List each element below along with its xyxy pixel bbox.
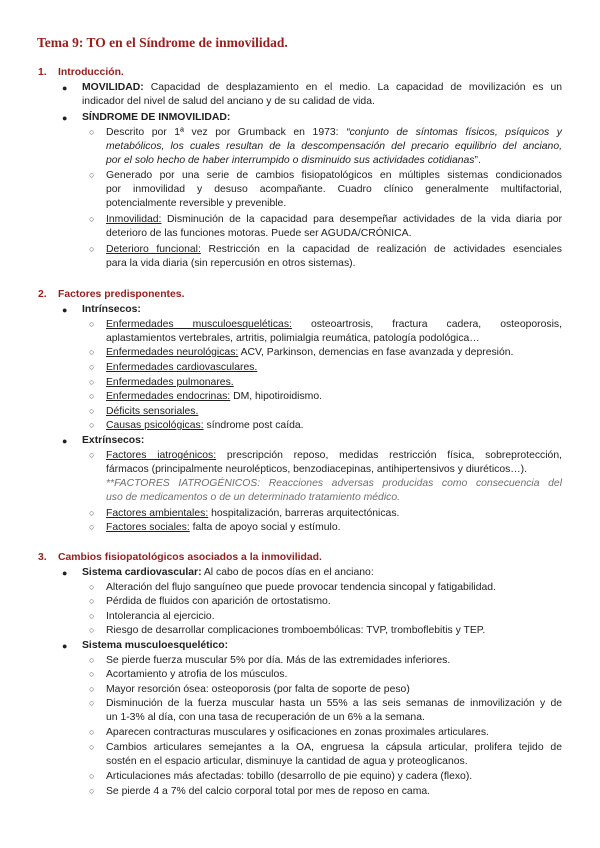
list-item-c2: [89, 595, 562, 609]
list-item-movilidad: [62, 81, 562, 109]
list-item-musculoesqueleticas: [89, 318, 562, 346]
bullet-icon: ●: [62, 568, 68, 578]
iatrogenicos-text-1: prescripción reposo, medidas restricción física, sobreprotección,: [216, 450, 562, 461]
m2-text: Acortamiento y atrofia de los músculos.: [106, 669, 288, 680]
circle-bullet-icon: ○: [89, 244, 95, 254]
bullet-icon: ●: [62, 641, 68, 651]
term-neurologicas: Enfermedades neurológicas:: [106, 347, 239, 358]
m5-text: Aparecen contracturas musculares y osificaciones en zonas proximales articulares.: [106, 727, 489, 738]
grumback-quote-1: “conjunto de síntomas físicos, psíquicos y: [346, 127, 562, 138]
circle-bullet-icon: ○: [89, 684, 95, 694]
sociales-text: falta de apoyo social y estímulo.: [189, 522, 341, 533]
sistema-cardiovascular-text: Al cabo de pocos días en el anciano:: [201, 567, 374, 578]
circle-bullet-icon: ○: [89, 420, 95, 430]
term-extrinsecos: Extrínsecos:: [82, 435, 145, 446]
grumback-end: ”.: [474, 155, 481, 166]
circle-bullet-icon: ○: [89, 406, 95, 416]
iatrogenicos-note-2: uso de medicamentos o de un determinado tratamiento médico.: [106, 492, 400, 503]
list-item-m5: [89, 726, 562, 740]
list-item-grumback: [89, 126, 562, 168]
c1-text: Alteración del flujo sanguíneo que puede provocar tendencia sincopal y fatigabilidad.: [106, 582, 496, 593]
c2-text: Pérdida de fluidos con aparición de ortostatismo.: [106, 596, 331, 607]
generado-text-3: potencialmente reversible y prevenible.: [106, 198, 287, 209]
neurologicas-text: ACV, Parkinson, demencias en fase avanzada y depresión.: [238, 347, 514, 358]
circle-bullet-icon: ○: [89, 347, 95, 357]
grumback-quote-3: por el solo hecho de haber interrumpido o disminuido sus actividades cotidianas: [106, 155, 475, 166]
circle-bullet-icon: ○: [89, 625, 95, 635]
term-musculoesqueleticas: Enfermedades musculoesqueléticas:: [106, 319, 292, 330]
page-title: Tema 9: TO en el Síndrome de inmovilidad.: [37, 35, 288, 50]
term-movilidad: MOVILIDAD:: [82, 82, 144, 93]
circle-bullet-icon: ○: [89, 611, 95, 621]
term-deterioro: Deterioro funcional:: [106, 244, 201, 255]
list-item-m7: [89, 770, 562, 784]
term-sistema-musculoesqueletico: Sistema musculoesquelético:: [82, 640, 229, 651]
deterioro-text-1: Restricción en la capacidad de realización de actividades esenciales: [200, 244, 562, 255]
m8-text: Se pierde 4 a 7% del calcio corporal total por mes de reposo en cama.: [106, 786, 431, 797]
iatrogenicos-note-1: **FACTORES IATROGÉNICOS: Reacciones adversas producidas como consecuencia del: [106, 478, 562, 489]
list-item-psicologicas: [89, 419, 562, 433]
generado-text-1: Generado por una serie de cambios fisiopatológicos en múltiples sistemas condicionados: [106, 170, 562, 181]
bullet-icon: ●: [62, 436, 68, 446]
list-item-m4: [89, 697, 562, 725]
bullet-icon: ●: [62, 305, 68, 315]
term-psicologicas: Causas psicológicas:: [106, 420, 204, 431]
circle-bullet-icon: ○: [89, 522, 95, 532]
inmovilidad-text-2: deterioro de las funciones motoras. Puede ser AGUDA/CRÓNICA.: [106, 228, 412, 239]
section-3-heading: [38, 551, 322, 565]
list-item-intrinsecos: [62, 303, 562, 317]
list-item-c3: [89, 610, 562, 624]
c3-text: Intolerancia al ejercicio.: [106, 611, 215, 622]
circle-bullet-icon: ○: [89, 727, 95, 737]
m4-text-1: Disminución de la fuerza muscular hasta un 55% a las seis semanas de inmovilización y de: [106, 698, 562, 709]
term-endocrinas: Enfermedades endocrinas:: [106, 391, 231, 402]
generado-text-2: por inmovilidad y desuso acompañante. Cuadro clínico generalmente multifactorial,: [106, 184, 562, 195]
list-item-cardiovasculares: [89, 361, 562, 375]
term-inmovilidad: Inmovilidad:: [106, 214, 162, 225]
circle-bullet-icon: ○: [89, 771, 95, 781]
circle-bullet-icon: ○: [89, 450, 95, 460]
bullet-icon: ●: [62, 113, 68, 123]
circle-bullet-icon: ○: [89, 127, 95, 137]
circle-bullet-icon: ○: [89, 391, 95, 401]
section-3-number: 3.: [38, 552, 47, 563]
m6-text-2: sostén en el espacio articular, disminuye la cantidad de agua y proteoglicanos.: [106, 756, 468, 767]
iatrogenicos-text-2: fármacos (principalmente neurolépticos, benzodiacepinas, antihipertensivos y diuréticos…).: [106, 464, 528, 475]
term-iatrogenicos: Factores iatrogénicos:: [106, 450, 217, 461]
term-sindrome: SÍNDROME DE INMOVILIDAD:: [82, 112, 231, 123]
circle-bullet-icon: ○: [89, 698, 95, 708]
c4-text: Riesgo de desarrollar complicaciones tromboembólicas: TVP, tromboflebitis y TEP.: [106, 625, 486, 636]
circle-bullet-icon: ○: [89, 655, 95, 665]
term-pulmonares: Enfermedades pulmonares.: [106, 377, 234, 388]
list-item-sindrome: [62, 111, 562, 125]
section-1-number: 1.: [38, 67, 47, 78]
circle-bullet-icon: ○: [89, 170, 95, 180]
circle-bullet-icon: ○: [89, 669, 95, 679]
list-item-deficits: [89, 405, 562, 419]
circle-bullet-icon: ○: [89, 508, 95, 518]
list-item-sistema-musculoesqueletico: [62, 639, 562, 653]
inmovilidad-text-1: Disminución de la capacidad para desempeñar actividades de la vida diaria por: [161, 214, 562, 225]
list-item-ambientales: [89, 507, 562, 521]
deterioro-text-2: para la vida diaria (sin repercusión en otros sistemas).: [106, 258, 356, 269]
list-item-extrinsecos: [62, 434, 562, 448]
section-2-heading: [38, 288, 184, 302]
list-item-pulmonares: [89, 376, 562, 390]
circle-bullet-icon: ○: [89, 582, 95, 592]
term-sistema-cardiovascular: Sistema cardiovascular:: [82, 567, 202, 578]
endocrinas-text: DM, hipotiroidismo.: [230, 391, 322, 402]
m1-text: Se pierde fuerza muscular 5% por día. Más de las extremidades inferiores.: [106, 655, 451, 666]
m6-text-1: Cambios articulares semejantes a la OA, engruesa la cápsula articular, prolifera tejido de: [106, 742, 562, 753]
m7-text: Articulaciones más afectadas: tobillo (desarrollo de pie equino) y cadera (flexo).: [106, 771, 473, 782]
movilidad-text-2: indicador del nivel de salud del anciano y de su calidad de vida.: [82, 96, 375, 107]
circle-bullet-icon: ○: [89, 377, 95, 387]
bullet-icon: ●: [62, 83, 68, 93]
list-item-generado: [89, 169, 562, 211]
circle-bullet-icon: ○: [89, 596, 95, 606]
circle-bullet-icon: ○: [89, 742, 95, 752]
circle-bullet-icon: ○: [89, 786, 95, 796]
list-item-sistema-cardiovascular: [62, 566, 562, 580]
section-2-number: 2.: [38, 289, 47, 300]
circle-bullet-icon: ○: [89, 362, 95, 372]
grumback-quote-2: metabólicos, los cuales resultan de la descompensación del precario equilibrio del anciano,: [106, 141, 562, 152]
section-1-title: Introducción.: [58, 67, 124, 78]
grumback-prefix: Descrito por 1ª vez por Grumback en 1973:: [106, 127, 347, 138]
m4-text-2: un 1-3% al día, con una tasa de recuperación de un 6% a la semana.: [106, 712, 425, 723]
musculoesqueleticas-text-2: aplastamientos vertebrales, artritis, polimialgia reumática, patología podológica…: [106, 333, 480, 344]
psicologicas-text: síndrome post caída.: [203, 420, 304, 431]
term-cardiovasculares: Enfermedades cardiovasculares.: [106, 362, 258, 373]
list-item-m8: [89, 785, 562, 799]
section-2-title: Factores predisponentes.: [58, 289, 185, 300]
list-item-deterioro: [89, 243, 562, 271]
term-ambientales: Factores ambientales:: [106, 508, 209, 519]
section-3-title: Cambios fisiopatológicos asociados a la inmovilidad.: [58, 552, 322, 563]
term-intrinsecos: Intrínsecos:: [82, 304, 141, 315]
list-item-m3: [89, 683, 562, 697]
musculoesqueleticas-text-1: osteoartrosis, fractura cadera, osteoporosis,: [291, 319, 563, 330]
list-item-m2: [89, 668, 562, 682]
term-deficits: Déficits sensoriales.: [106, 406, 199, 417]
list-item-c1: [89, 581, 562, 595]
circle-bullet-icon: ○: [89, 319, 95, 329]
term-sociales: Factores sociales:: [106, 522, 190, 533]
list-item-inmovilidad: [89, 213, 562, 241]
list-item-endocrinas: [89, 390, 562, 404]
circle-bullet-icon: ○: [89, 214, 95, 224]
list-item-iatrogenicos: [89, 449, 562, 505]
list-item-m1: [89, 654, 562, 668]
ambientales-text: hospitalización, barreras arquitectónicas.: [208, 508, 400, 519]
list-item-c4: [89, 624, 562, 638]
list-item-sociales: [89, 521, 562, 535]
list-item-neurologicas: [89, 346, 562, 360]
list-item-m6: [89, 741, 562, 769]
section-1-heading: [38, 66, 124, 80]
m3-text: Mayor resorción ósea: osteoporosis (por falta de soporte de peso): [106, 684, 410, 695]
movilidad-text-1: Capacidad de desplazamiento en el medio. La capacidad de movilización es un: [150, 82, 562, 93]
